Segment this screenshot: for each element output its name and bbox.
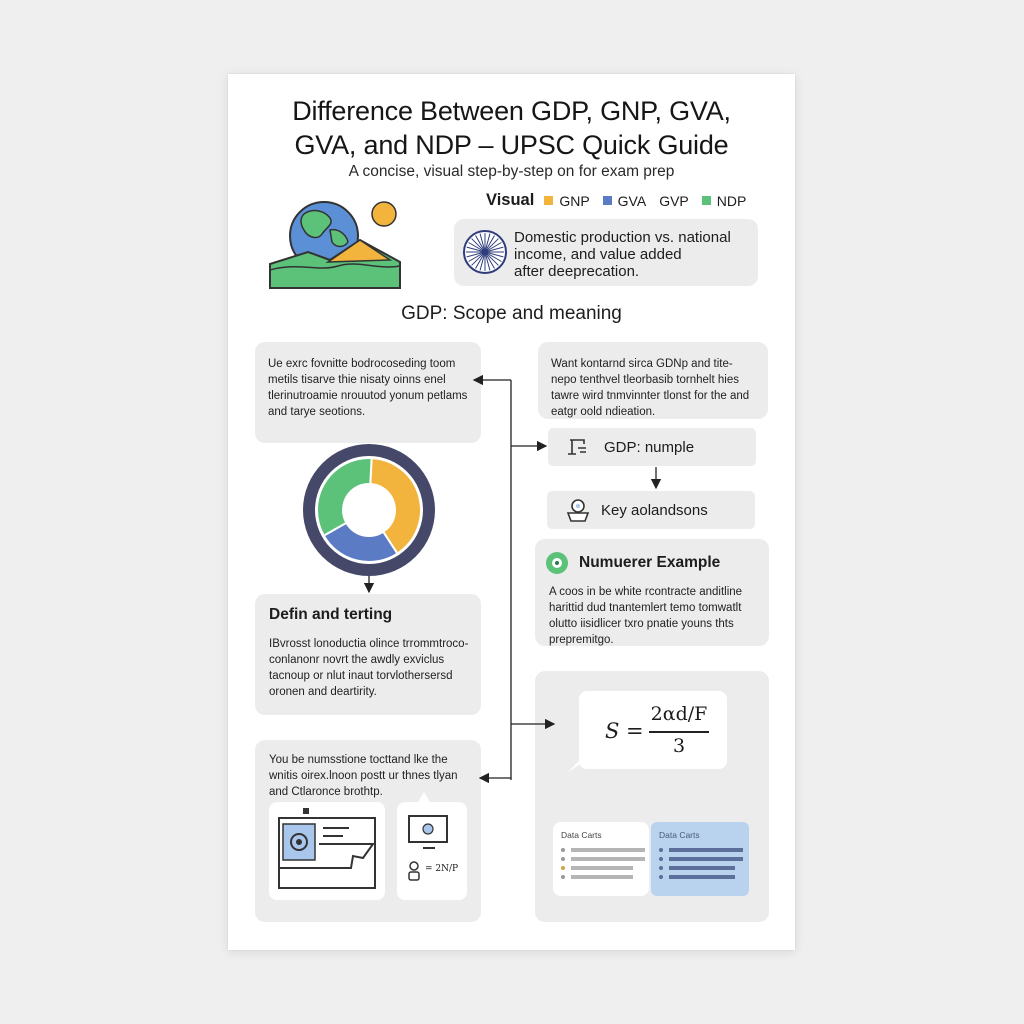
definition-line: conlanonr novrt the awdly exviclus: [269, 654, 445, 666]
subtitle: A concise, visual step-by-step on for exam prep: [348, 163, 675, 180]
connector-lines: [228, 74, 795, 950]
right-card-1-line: nepo tenthvel tleorbasib tornhelt hies: [551, 374, 739, 386]
right-card-1-line: tawre wird tnmvinnter tlonst for the and: [551, 390, 750, 402]
data-card-title: Data Carts: [561, 830, 602, 840]
pill-key-label: Key aolandsons: [601, 501, 708, 519]
legend-label: GNP: [559, 192, 590, 209]
bottom-left-line: You be numsstione tocttand lke the: [269, 754, 448, 766]
mini-formula: = 2N/P: [425, 864, 459, 874]
example-line: harittid dud tnantemlert temo tomwatlt: [549, 602, 742, 614]
definition-line: IBvrosst lonoductia olince trrommtroco-: [269, 638, 469, 650]
intro-text-line-1: Domestic production vs. national: [514, 229, 731, 246]
legend-label: GVP: [659, 192, 689, 209]
bottom-left-line: wnitis oirex.lnoon postt ur thnes tlyan: [269, 770, 458, 782]
left-card-1-line: Ue exrc fovnitte bodrocoseding toom: [268, 358, 456, 370]
formula-lhs: S =: [605, 719, 644, 743]
legend-label: GVA: [617, 192, 647, 209]
pill-gdp-label: GDP: numple: [604, 438, 695, 456]
intro-text-line-3: after deeprecation.: [514, 263, 640, 280]
definition-heading: Defin and terting: [269, 606, 393, 623]
left-card-1-line: tlerinutroamie nrouutod yonum petlams: [268, 390, 468, 402]
title-line-1: Difference Between GDP, GNP, GVA,: [292, 96, 731, 126]
definition-line: oronen and deartirity.: [269, 686, 377, 698]
example-heading: Numuerer Example: [579, 554, 721, 571]
title-line-2: GVA, and NDP – UPSC Quick Guide: [294, 130, 729, 160]
legend-lead: Visual: [486, 191, 535, 209]
example-line: A coos in be white rcontracte anditline: [549, 586, 743, 598]
section-heading: GDP: Scope and meaning: [401, 303, 622, 324]
data-card-title: Data Carts: [659, 830, 700, 840]
intro-text-line-2: income, and value added: [514, 246, 682, 263]
legend-label: NDP: [716, 192, 747, 209]
definition-line: tacnoup or nlut inaut torvlothersersd: [269, 670, 453, 682]
formula-numerator: 2αd/F: [650, 703, 708, 725]
left-card-1-line: and tarye seotions.: [268, 406, 366, 418]
right-card-1-line: Want kontarnd sirca GDNp and tite-: [551, 358, 733, 370]
example-line: olutto iisidlicer txro pnatie youns thts: [549, 618, 734, 630]
formula-denominator: 3: [672, 735, 686, 757]
right-card-1-line: eatgr oold ndieation.: [551, 406, 656, 418]
infographic-poster: [228, 74, 795, 950]
bottom-left-line: and Ctlaronce brothtp.: [269, 786, 383, 798]
example-line: prepremitgo.: [549, 634, 614, 646]
left-card-1-line: metils tisarve thie nisaty oinns enel: [268, 374, 446, 386]
